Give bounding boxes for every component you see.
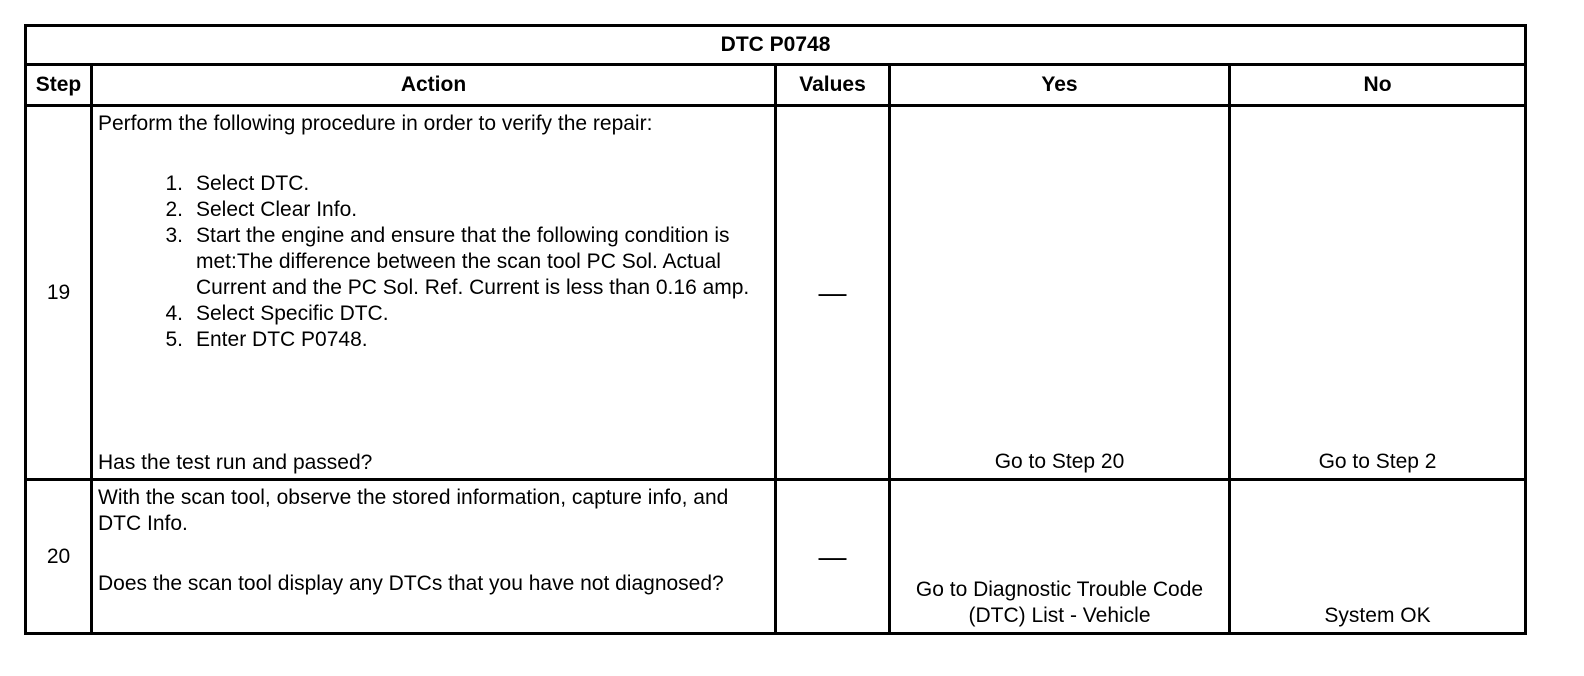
header-yes: Yes: [890, 65, 1230, 106]
no-cell: System OK: [1230, 480, 1526, 634]
procedure-step-text: Start the engine and ensure that the following condition is met:The difference between the scan tool PC Sol. Actual Current and the PC Sol. Ref. Current is less than 0.16 amp.: [196, 224, 750, 299]
procedure-step-number: 4.: [165, 302, 183, 325]
action-question: Does the scan tool display any DTCs that you have not diagnosed?: [98, 572, 724, 595]
procedure-step-number: 1.: [165, 172, 183, 195]
action-intro: With the scan tool, observe the stored information, capture info, and DTC Info.: [98, 486, 729, 535]
procedure-step: [98, 223, 770, 301]
step-number: 20: [26, 480, 92, 634]
procedure-step: [98, 327, 770, 353]
procedure-step-number: 5.: [165, 328, 183, 351]
procedure-step: [98, 197, 770, 223]
header-action: Action: [92, 65, 776, 106]
procedure-step-number: 2.: [165, 198, 183, 221]
table-row: [26, 106, 1526, 480]
action-intro: Perform the following procedure in order to verify the repair:: [98, 112, 653, 135]
yes-cell: Go to Diagnostic Trouble Code (DTC) List - Vehicle: [890, 480, 1230, 634]
procedure-step-number: 3.: [165, 224, 183, 247]
action-cell: [92, 480, 776, 634]
step-number: 19: [26, 106, 92, 480]
yes-cell: Go to Step 20: [890, 106, 1230, 480]
table-header-row: [26, 65, 1526, 106]
values-cell: —: [776, 106, 890, 480]
header-step: Step: [26, 65, 92, 106]
header-no: No: [1230, 65, 1526, 106]
dtc-table: [24, 24, 1527, 635]
table-title-row: [26, 26, 1526, 65]
table-row: [26, 480, 1526, 634]
procedure-step-text: Select Clear Info.: [196, 198, 358, 221]
values-cell: —: [776, 480, 890, 634]
action-question: Has the test run and passed?: [98, 451, 373, 474]
header-values: Values: [776, 65, 890, 106]
procedure-list: [98, 171, 770, 353]
procedure-step-text: Enter DTC P0748.: [196, 328, 368, 351]
procedure-step: [98, 301, 770, 327]
no-cell: Go to Step 2: [1230, 106, 1526, 480]
procedure-step-text: Select DTC.: [196, 172, 310, 195]
procedure-step-text: Select Specific DTC.: [196, 302, 389, 325]
action-cell: [92, 106, 776, 480]
procedure-step: [98, 171, 770, 197]
table-title: DTC P0748: [26, 26, 1526, 65]
